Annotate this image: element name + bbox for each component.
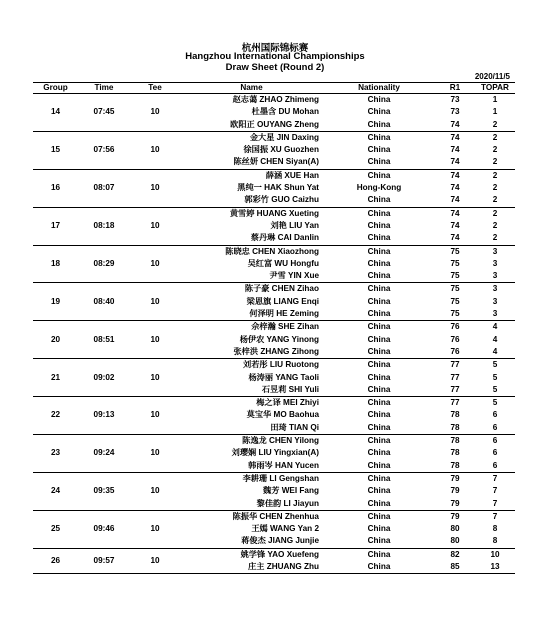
col-topar: TOPAR [475,83,515,94]
player-r1: 79 [435,498,475,511]
player-topar: 3 [475,270,515,283]
player-nationality: China [323,498,435,511]
player-nationality: China [367,448,391,458]
player-topar: 6 [475,460,515,473]
player-nationality: China [367,284,391,294]
player-r1: 74 [435,156,475,169]
player-nationality: China [323,535,435,548]
player-name: 郭彩竹 GUO Caizhu [180,194,323,207]
player-r1: 74 [435,194,475,207]
player-r1: 79 [450,486,460,496]
tee-number: 10 [130,548,180,574]
table-row [33,245,515,258]
player-nationality: China [367,296,391,306]
col-tee: Tee [130,83,180,94]
player-nationality: China [367,360,391,370]
player-r1: 80 [450,524,460,534]
player-nationality: China [323,346,435,359]
player-name: 陈振华 CHEN Zhenhua [232,511,319,521]
player-name: 李耕珊 LI Gengshan [242,473,319,483]
player-r1: 74 [435,119,475,132]
player-name: 黎佳韵 LI Jiayun [180,498,323,511]
tee-number: 10 [130,245,180,283]
player-topar: 3 [492,284,498,294]
player-r1: 76 [450,334,460,344]
subtitle: Draw Sheet (Round 2) [225,62,325,73]
player-r1: 78 [450,436,460,446]
player-name: 赵志蔼 ZHAO Zhimeng [232,95,319,104]
player-r1: 76 [435,346,475,359]
player-topar: 8 [475,535,515,548]
player-r1: 74 [450,170,460,180]
player-r1: 79 [450,511,460,521]
player-name: 刘若彤 LIU Ruotong [243,360,319,370]
table-row [33,94,515,107]
group-number: 20 [33,321,78,359]
player-name: 莫宝华 MO Baohua [246,410,319,420]
tee-time: 07:56 [78,131,130,169]
player-name: 魏芳 WEI Fang [263,486,319,496]
player-nationality: China [367,511,391,521]
tee-time: 07:45 [78,94,130,132]
player-nationality: China [323,308,435,321]
player-name: 蒋俊杰 JIANG Junjie [180,535,323,548]
player-nationality: China [323,232,435,245]
tee-number: 10 [130,131,180,169]
player-topar: 2 [492,132,498,142]
tee-time: 09:46 [78,510,130,548]
player-nationality: China [367,436,391,446]
player-nationality: China [367,246,391,256]
player-name: 徐国振 XU Guozhen [243,145,319,155]
player-topar: 6 [475,422,515,435]
player-r1: 75 [450,296,460,306]
tee-number: 10 [130,397,180,435]
table-row [33,472,515,485]
player-topar: 6 [492,410,498,420]
group-number: 16 [33,169,78,207]
player-topar: 3 [492,246,498,256]
player-name: 佘梓瀚 SHE Zihan [251,322,319,332]
player-nationality: China [323,561,435,574]
tee-time: 09:13 [78,397,130,435]
player-nationality: China [367,107,391,117]
player-name: 刘璎娴 LIU Yingxian(A) [231,448,319,458]
player-name: 韩雨岑 HAN Yucen [180,460,323,473]
tee-time: 09:02 [78,359,130,397]
player-nationality: China [367,486,391,496]
title-english: Hangzhou International Championships [185,51,365,62]
player-nationality: China [367,208,391,218]
group-number: 22 [33,397,78,435]
group-number: 23 [33,435,78,473]
player-nationality: China [367,258,391,268]
player-topar: 4 [492,334,498,344]
group-number: 21 [33,359,78,397]
player-name: 陈子豪 CHEN Zihao [244,284,319,294]
player-topar: 13 [475,561,515,574]
col-nationality: Nationality [323,83,435,94]
player-r1: 74 [450,132,460,142]
table-row [33,131,515,144]
col-group: Group [33,83,78,94]
tee-number: 10 [130,283,180,321]
player-r1: 82 [450,549,460,559]
player-r1: 75 [450,258,460,268]
player-name: 姚学锋 YAO Xuefeng [240,549,319,559]
player-name: 吴红富 WU Hongfu [247,258,319,268]
player-topar: 1 [492,107,498,117]
tee-number: 10 [130,359,180,397]
player-topar: 7 [492,486,498,496]
player-nationality: China [323,156,435,169]
table-row [33,169,515,182]
tee-number: 10 [130,94,180,132]
player-r1: 78 [450,410,460,420]
table-row [33,207,515,220]
player-r1: 80 [435,535,475,548]
player-topar: 8 [492,524,498,534]
player-topar: 7 [492,473,498,483]
player-name: 庄主 ZHUANG Zhu [180,561,323,574]
player-nationality: China [323,422,435,435]
player-topar: 6 [492,448,498,458]
player-nationality: China [367,549,391,559]
tee-time: 09:35 [78,472,130,510]
group-number: 14 [33,94,78,132]
player-nationality: China [367,410,391,420]
player-name: 张梓洪 ZHANG Zihong [180,346,323,359]
player-nationality: China [367,473,391,483]
table-row [33,435,515,448]
group-number: 25 [33,510,78,548]
table-row [33,283,515,296]
player-topar: 2 [492,170,498,180]
col-name: Name [180,83,323,94]
col-time: Time [78,83,130,94]
player-r1: 74 [450,220,460,230]
player-topar: 2 [475,194,515,207]
table-row [33,548,515,561]
player-nationality: China [367,132,391,142]
player-name: 金大星 JIN Daxing [249,132,319,142]
tee-time: 08:07 [78,169,130,207]
player-r1: 85 [435,561,475,574]
player-r1: 73 [450,107,460,117]
player-nationality: China [367,372,391,382]
player-r1: 75 [450,246,460,256]
player-name: 尹雪 YIN Xue [180,270,323,283]
tee-number: 10 [130,472,180,510]
player-topar: 2 [492,145,498,155]
player-r1: 73 [450,95,460,104]
player-name: 欧阳正 OUYANG Zheng [180,119,323,132]
draw-sheet-table [33,82,515,574]
player-nationality: China [367,334,391,344]
tee-time: 08:40 [78,283,130,321]
player-r1: 77 [450,372,460,382]
group-number: 15 [33,131,78,169]
player-topar: 2 [475,156,515,169]
player-r1: 75 [435,308,475,321]
player-nationality: China [323,119,435,132]
player-topar: 2 [492,208,498,218]
player-topar: 4 [475,346,515,359]
tee-time: 08:18 [78,207,130,245]
tee-number: 10 [130,169,180,207]
player-name: 陈逸龙 CHEN Yilong [242,436,319,446]
player-topar: 1 [492,95,498,104]
tee-time: 08:51 [78,321,130,359]
tee-time: 09:57 [78,548,130,574]
table-row [33,510,515,523]
player-r1: 74 [450,145,460,155]
player-nationality: China [367,170,391,180]
player-name: 何泽明 HE Zeming [180,308,323,321]
player-name: 杨伊农 YANG Yinong [239,334,319,344]
player-r1: 79 [450,473,460,483]
player-topar: 6 [492,436,498,446]
tee-number: 10 [130,435,180,473]
player-r1: 76 [450,322,460,332]
player-topar: 10 [490,549,500,559]
player-name: 梅之译 MEI Zhiyi [256,398,319,408]
player-topar: 5 [492,398,498,408]
player-name: 薛涵 XUE Han [265,170,319,180]
player-r1: 74 [435,232,475,245]
player-topar: 4 [492,322,498,332]
player-topar: 5 [475,384,515,397]
group-number: 17 [33,207,78,245]
player-topar: 7 [475,498,515,511]
player-r1: 78 [435,422,475,435]
player-nationality: China [367,145,391,155]
group-number: 24 [33,472,78,510]
player-name: 黑纯一 HAK Shun Yat [237,183,319,193]
table-body [33,94,515,574]
player-topar: 2 [492,183,498,193]
tee-time: 08:29 [78,245,130,283]
player-name: 石昱莉 SHI Yuli [180,384,323,397]
player-topar: 3 [475,308,515,321]
player-nationality: China [367,398,391,408]
player-name: 陈晓忠 CHEN Xiaozhong [225,246,319,256]
header-row [33,83,515,94]
group-number: 19 [33,283,78,321]
player-nationality: China [323,460,435,473]
player-r1: 75 [450,284,460,294]
player-r1: 77 [450,398,460,408]
player-topar: 3 [492,258,498,268]
player-topar: 7 [492,511,498,521]
player-name: 杨涛丽 YANG Taoli [248,372,319,382]
player-r1: 74 [450,208,460,218]
tee-time: 09:24 [78,435,130,473]
player-topar: 5 [492,372,498,382]
player-topar: 5 [492,360,498,370]
tee-number: 10 [130,321,180,359]
date-label: 2020/11/5 [474,72,510,81]
player-nationality: China [323,270,435,283]
player-topar: 2 [492,220,498,230]
player-nationality: Hong-Kong [356,183,402,193]
player-r1: 77 [435,384,475,397]
group-number: 26 [33,548,78,574]
player-topar: 3 [492,296,498,306]
player-name: 黄雪婷 HUANG Xueting [229,208,319,218]
player-topar: 2 [475,119,515,132]
player-nationality: China [323,384,435,397]
player-r1: 78 [435,460,475,473]
col-r1: R1 [435,83,475,94]
player-r1: 75 [435,270,475,283]
player-r1: 78 [450,448,460,458]
player-nationality: China [367,220,391,230]
player-r1: 74 [450,183,460,193]
player-nationality: China [367,322,391,332]
table-row [33,321,515,334]
tee-number: 10 [130,510,180,548]
group-number: 18 [33,245,78,283]
player-name: 蔡丹琳 CAI Danlin [180,232,323,245]
player-name: 陈丝妍 CHEN Siyan(A) [180,156,323,169]
tee-number: 10 [130,207,180,245]
player-name: 田琦 TIAN Qi [180,422,323,435]
player-topar: 2 [475,232,515,245]
player-nationality: China [367,95,391,104]
player-nationality: China [323,194,435,207]
table-row [33,359,515,372]
player-nationality: China [367,524,391,534]
player-r1: 77 [450,360,460,370]
player-name: 梁恩旗 LIANG Enqi [246,296,319,306]
player-name: 杜墨含 DU Mohan [251,107,319,117]
player-name: 王嫣 WANG Yan 2 [251,524,319,534]
table-row [33,397,515,410]
title-chinese: 杭州国际锦标赛 [241,43,309,54]
player-name: 刘艳 LIU Yan [270,220,319,230]
